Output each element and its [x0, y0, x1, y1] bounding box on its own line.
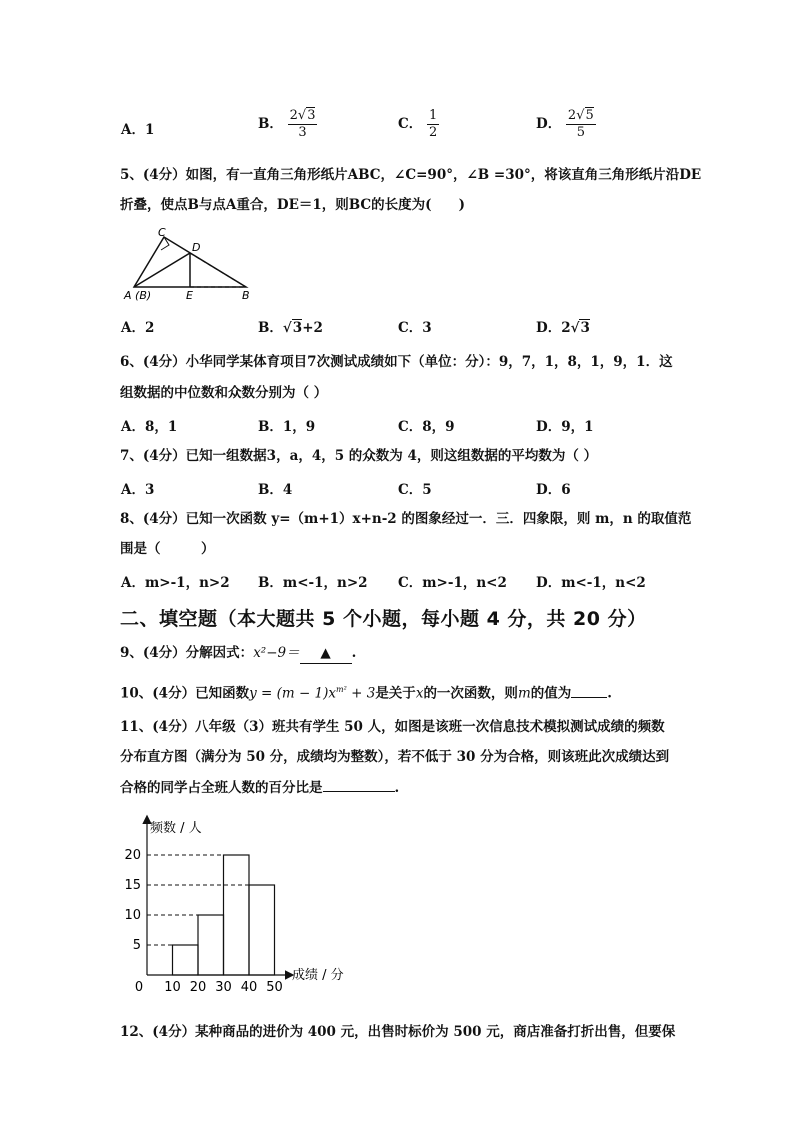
q10-line: 10、(4分）已知函数$y = (m - 1)x^{m^2} + 3$是关于x的一次函数，则m的值为 .	[120, 685, 612, 702]
segment-ad	[134, 253, 190, 287]
q5-option-b: B．√3+2	[258, 320, 323, 336]
x-tick-label: 10	[164, 980, 181, 995]
q8-line1: 8、(4分）已知一次函数 y=（m+1）x+n-2 的图象经过一．三．四象限，则 m，n 的取值范	[120, 511, 692, 527]
q4-option-b: B． $\frac{2√3}{3}$	[258, 108, 316, 140]
section-2-title: 二、填空题（本大题共 5 个小题，每小题 4 分，共 20 分）	[120, 608, 647, 630]
label-d: D	[192, 241, 201, 254]
x-axis-label: 成绩 / 分	[292, 968, 344, 983]
q5-triangle-figure	[120, 225, 260, 303]
q11-line3: 合格的同学占全班人数的百分比是 .	[120, 780, 400, 796]
q5-option-a: A．2	[121, 320, 155, 336]
histogram-bar	[224, 855, 250, 975]
y-tick-label: 5	[132, 938, 141, 953]
q10-answer-blank	[571, 697, 607, 698]
q6-option-d: D．9，1	[536, 419, 594, 435]
q7-option-c: C．5	[398, 482, 432, 498]
x-tick-label: 0	[134, 980, 144, 995]
q5-option-d: D．2√3	[536, 320, 590, 336]
y-tick-label: 15	[124, 878, 141, 893]
x-tick-label: 40	[240, 980, 258, 995]
q4-option-a: A．1	[121, 122, 155, 138]
q5-line2: 折叠，使点B与点A重合，DE＝1，则BC的长度为( )	[120, 197, 465, 213]
q6-option-c: C．8，9	[398, 419, 455, 435]
histogram-bar	[173, 945, 199, 975]
label-b: B	[242, 289, 250, 302]
q5-option-c: C．3	[398, 320, 432, 336]
q9-line: 9、(4分）分解因式：x²−9＝ ▲ .	[120, 643, 356, 664]
y-tick-label: 20	[124, 848, 141, 863]
label-e: E	[186, 289, 193, 302]
q7-option-b: B．4	[258, 482, 293, 498]
q8-option-d: D．m<-1，n<2	[536, 575, 646, 591]
q4-option-c: C． $\frac{1}{2}$	[398, 108, 438, 140]
q4-option-d: D． $\frac{2√5}{5}$	[536, 108, 594, 140]
x-tick-label: 20	[189, 980, 207, 995]
label-c: C	[158, 226, 166, 239]
x-tick-label: 50	[266, 980, 283, 995]
label-a: A (B)	[124, 289, 152, 302]
q11-line2: 分布直方图（满分为 50 分，成绩均为整数），若不低于 30 分为合格，则该班此次成绩达到	[120, 749, 670, 765]
q12-line1: 12、(4分）某种商品的进价为 400 元，出售时标价为 500 元，商店准备打折出售，但要保	[120, 1024, 676, 1040]
q5-line1: 5、(4分）如图，有一直角三角形纸片ABC，∠C=90°，∠B =30°，将该直角三角形纸片沿DE	[120, 167, 702, 183]
q8-option-a: A．m>-1，n>2	[121, 575, 230, 591]
q11-histogram	[120, 812, 360, 995]
q8-line2: 围是（ ）	[120, 541, 215, 557]
q9-answer-blank: ▲	[300, 643, 352, 664]
q6-line1: 6、(4分）小华同学某体育项目7次测试成绩如下（单位：分）：9，7，1，8，1，9，1．这	[120, 354, 673, 370]
q7-option-d: D．6	[536, 482, 571, 498]
q6-option-a: A．8，1	[121, 419, 178, 435]
x-tick-label: 30	[215, 980, 232, 995]
q6-option-b: B．1，9	[258, 419, 316, 435]
y-axis-label: 频数 / 人	[150, 821, 202, 836]
q8-option-c: C．m>-1，n<2	[398, 575, 507, 591]
q11-line1: 11、(4分）八年级（3）班共有学生 50 人，如图是该班一次信息技术模拟测试成绩的频数	[120, 719, 665, 735]
q8-option-b: B．m<-1，n>2	[258, 575, 368, 591]
histogram-bar	[249, 885, 275, 975]
q11-answer-blank	[323, 791, 395, 792]
q7-option-a: A．3	[121, 482, 155, 498]
y-tick-label: 10	[124, 908, 141, 923]
q7-line1: 7、(4分）已知一组数据3，a，4，5 的众数为 4，则这组数据的平均数为（ ）	[120, 448, 598, 464]
histogram-bar	[198, 915, 224, 975]
q6-line2: 组数据的中位数和众数分别为（ ）	[120, 385, 328, 401]
